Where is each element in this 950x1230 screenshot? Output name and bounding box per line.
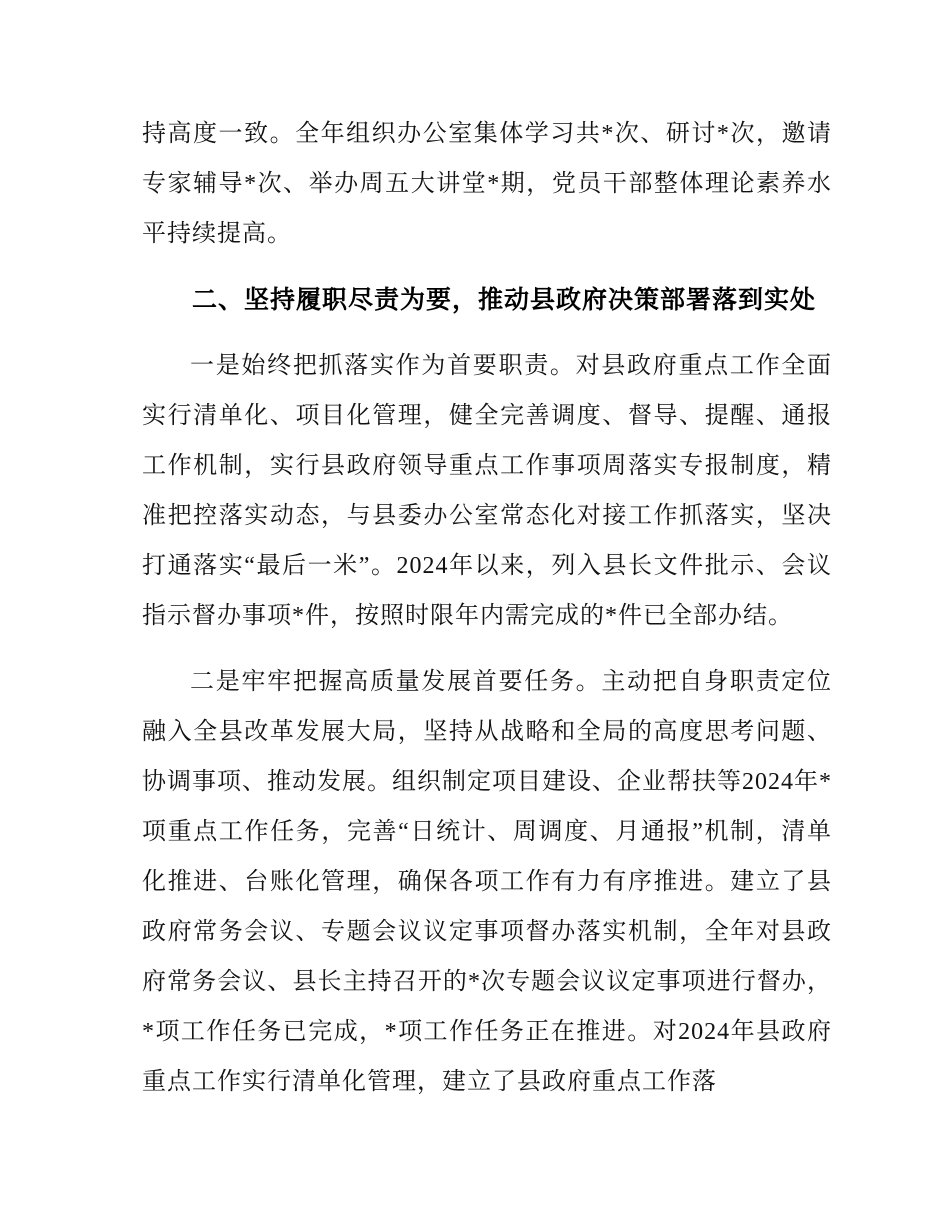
paragraph-body-first: 一是始终把抓落实作为首要职责。对县政府重点工作全面实行清单化、项目化管理，健全完善调度、督导、提醒、通报工作机制，实行县政府领导重点工作事项周落实专报制度，精准把控落实动态，与县委办公室常态化对接工作抓落实，坚决打通落实“最后一米”。2024年以来，列入县长文件批示、会议指示督办事项*件，按照时限年内需完成的*件已全部办结。 bbox=[142, 353, 832, 629]
paragraph-continuation: 持高度一致。全年组织办公室集体学习共*次、研讨*次，邀请专家辅导*次、举办周五大讲堂*期，党员干部整体理论素养水平持续提高。 bbox=[142, 121, 832, 247]
section-heading: 二、坚持履职尽责为要，推动县政府决策部署落到实处 bbox=[192, 286, 817, 314]
paragraph-body-second: 二是牢牢把握高质量发展首要任务。主动把自身职责定位融入全县改革发展大局，坚持从战略和全局的高度思考问题、协调事项、推动发展。组织制定项目建设、企业帮扶等2024年*项重点工作任务，完善“日统计、周调度、月通报”机制，清单化推进、台账化管理，确保各项工作有力有序推进。建立了县政府常务会议、专题会议议定事项督办落实机制，全年对县政府常务会议、县长主持召开的*次专题会议议定事项进行督办，*项工作任务已完成，*项工作任务正在推进。对2024年县政府重点工作实行清单化管理，建立了县政府重点工作落 bbox=[142, 669, 832, 1095]
document-text-area bbox=[142, 0, 832, 1123]
